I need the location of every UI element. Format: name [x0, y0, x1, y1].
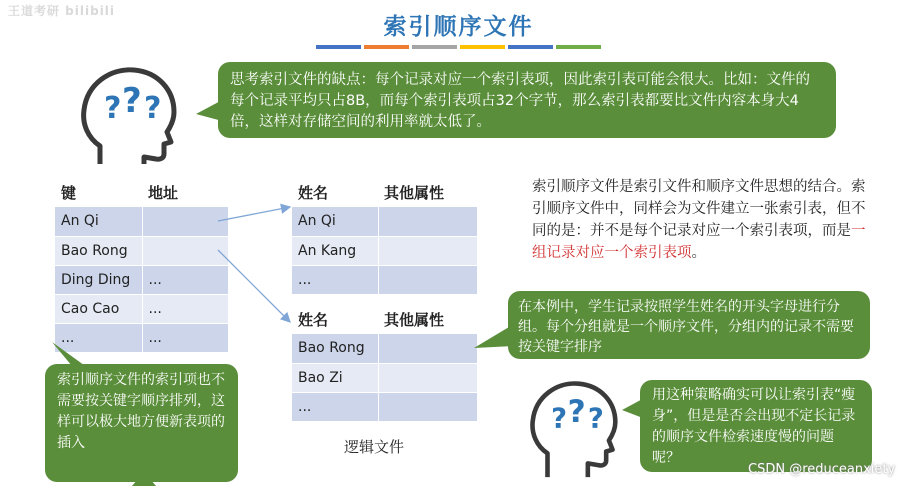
bubble-bottom-right: 用这种策略确实可以让索引表“瘦身”，但是是否会出现不定长记录的顺序文件检索速度慢的问题呢？: [640, 380, 872, 472]
file-table-1: [292, 178, 478, 295]
watermark-logo: 王道考研 bilibili: [8, 4, 116, 18]
file1-cell: [378, 236, 478, 265]
description-highlight: 一组记录对应一个索引表项: [532, 223, 866, 261]
svg-text:?: ?: [104, 91, 122, 126]
file1-cell: An Qi: [292, 207, 378, 236]
page-title: 索引顺序文件: [383, 14, 534, 40]
logical-file-caption: 逻辑文件: [344, 438, 405, 456]
file2-cell: ...: [292, 392, 378, 421]
table-row: [292, 334, 478, 363]
file1-cell: An Kang: [292, 236, 378, 265]
description-main: 索引顺序文件是索引文件和顺序文件思想的结合。索引顺序文件中，同样会为文件建立一张索引表，但不同的是：并不是每个记录对应一个索引表项，而是: [532, 179, 866, 239]
svg-text:?: ?: [144, 91, 162, 126]
file-table-2: [292, 305, 478, 422]
svg-text:?: ?: [551, 402, 568, 435]
index-header-key: 键: [61, 184, 77, 202]
file2-cell: [378, 392, 478, 421]
table-row: [292, 236, 478, 265]
arrow-to-file-1: [218, 207, 290, 221]
bubble-left-bottom-tail: [132, 472, 156, 486]
csdn-credit: CSDN @reduceanxiety: [748, 462, 896, 477]
file1-cell: [378, 207, 478, 236]
file2-cell: Bao Zi: [292, 363, 378, 392]
index-cell: Bao Rong: [55, 236, 142, 265]
file1-cell: [378, 265, 478, 294]
file2-cell: [378, 334, 478, 363]
file2-cell: Bao Rong: [292, 334, 378, 363]
file1-cell: ...: [292, 265, 378, 294]
table-row: [292, 207, 478, 236]
arrow-to-file-2: [218, 250, 290, 322]
bubble-top: 思考索引文件的缺点：每个记录对应一个索引表项，因此索引表可能会很大。比如：文件的每个记录平均只占8B，而每个索引表项占32个字节，那么索引表都要比文件内容本身大4倍，这样对存储空间的利用率就太低了。: [218, 62, 836, 138]
index-cell: ...: [142, 265, 229, 294]
table-row: [292, 392, 478, 421]
file2-header-attrs: 其他属性: [384, 311, 445, 329]
index-cell: ...: [55, 323, 142, 352]
description-paragraph: [532, 176, 874, 264]
index-cell: ...: [142, 294, 229, 323]
index-cell: Cao Cao: [55, 294, 142, 323]
thinking-head-icon-bottom: [520, 368, 630, 480]
index-cell: An Qi: [55, 207, 142, 236]
file1-header-name: 姓名: [298, 184, 329, 202]
index-cell: Ding Ding: [55, 265, 142, 294]
table-row: [292, 265, 478, 294]
bubble-middle: 在本例中，学生记录按照学生姓名的开头字母进行分组。每个分组就是一个顺序文件，分组内的记录不需要按关键字排序: [508, 291, 870, 359]
file2-cell: [378, 363, 478, 392]
file1-header-attrs: 其他属性: [384, 184, 445, 202]
table-row: [292, 363, 478, 392]
svg-text:?: ?: [122, 81, 142, 121]
file2-header-name: 姓名: [298, 311, 329, 329]
index-header-address: 地址: [148, 184, 179, 202]
svg-text:?: ?: [587, 402, 604, 435]
description-tail: 。: [691, 245, 706, 261]
svg-text:?: ?: [567, 394, 586, 431]
bubble-left: 索引顺序文件的索引项也不需要按关键字顺序排列，这样可以极大地方便新表项的插入: [45, 364, 238, 482]
index-cell: ...: [142, 323, 229, 352]
